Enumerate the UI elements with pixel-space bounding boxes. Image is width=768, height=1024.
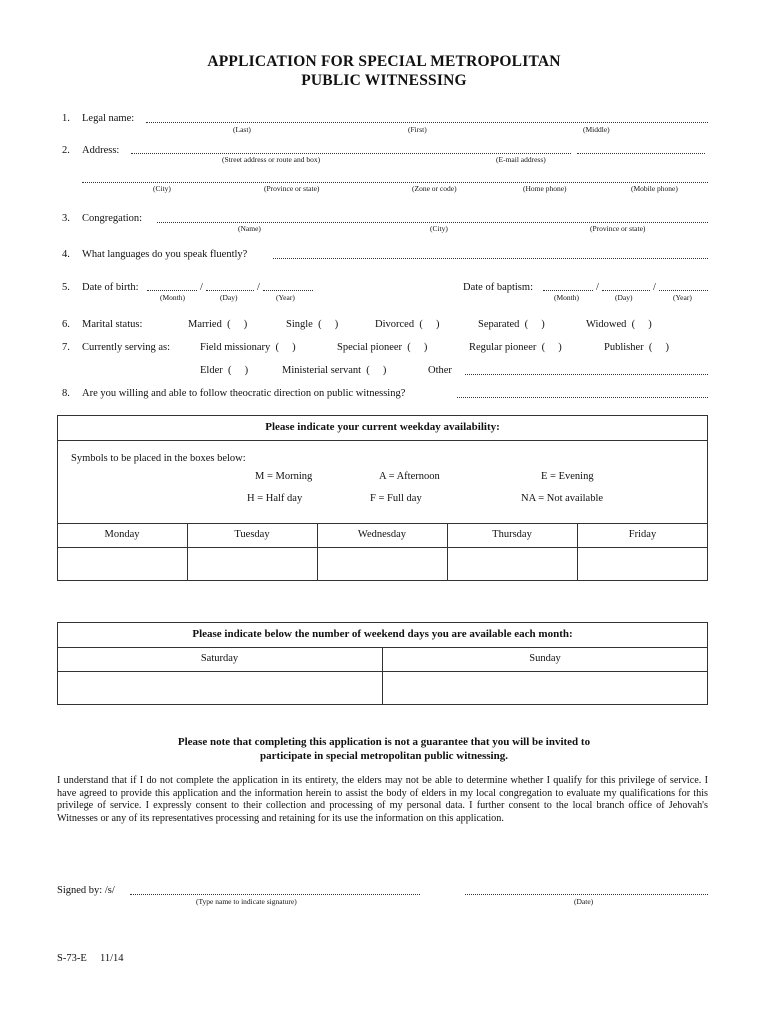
- symbol-not-available: NA = Not available: [521, 493, 604, 504]
- q3-number: 3.: [62, 213, 70, 224]
- legal-name-label: Legal name:: [82, 113, 135, 124]
- birth-day-field[interactable]: [206, 290, 254, 291]
- theocratic-direction-label: Are you willing and able to follow theocratic direction on public witnessing?: [82, 388, 406, 399]
- languages-field[interactable]: [273, 258, 708, 259]
- birth-month-field[interactable]: [147, 290, 197, 291]
- birth-year-field[interactable]: [263, 290, 313, 291]
- q1-number: 1.: [62, 113, 70, 124]
- weekday-header-wednesday: Wednesday: [357, 529, 407, 540]
- languages-label: What languages do you speak fluently?: [82, 249, 248, 260]
- q7-number: 7.: [62, 342, 70, 353]
- city-phone-line-field[interactable]: [82, 182, 708, 183]
- baptism-year-caption: (Year): [673, 293, 692, 302]
- address-label: Address:: [82, 145, 120, 156]
- birth-month-caption: (Month): [160, 293, 185, 302]
- baptism-day-field[interactable]: [602, 290, 650, 291]
- marital-option-single[interactable]: Single ( ): [286, 319, 339, 330]
- congregation-field[interactable]: [157, 222, 708, 223]
- baptism-month-field[interactable]: [543, 290, 593, 291]
- marital-option-widowed[interactable]: Widowed ( ): [586, 319, 652, 330]
- symbol-half-day: H = Half day: [247, 493, 303, 504]
- marital-option-divorced[interactable]: Divorced ( ): [375, 319, 440, 330]
- birth-slash-2: /: [257, 282, 260, 293]
- guarantee-note-line2: participate in special metropolitan public witnessing.: [260, 750, 508, 762]
- form-code: S-73-E: [57, 953, 87, 964]
- email-caption: (E-mail address): [496, 155, 546, 164]
- legal-name-middle-caption: (Middle): [583, 125, 610, 134]
- serving-as-label: Currently serving as:: [82, 342, 171, 353]
- baptism-day-caption: (Day): [615, 293, 633, 302]
- q2-number: 2.: [62, 145, 70, 156]
- baptism-slash-2: /: [653, 282, 656, 293]
- baptism-slash-1: /: [596, 282, 599, 293]
- date-of-baptism-label: Date of baptism:: [463, 282, 533, 293]
- saturday-input-cell[interactable]: [58, 672, 381, 704]
- birth-year-caption: (Year): [276, 293, 295, 302]
- weekday-table-top-line: [57, 523, 708, 524]
- province-caption: (Province or state): [264, 184, 320, 193]
- serving-option-elder[interactable]: Elder ( ): [200, 365, 249, 376]
- signed-by-label: Signed by: /s/: [57, 885, 115, 896]
- congregation-province-caption: (Province or state): [590, 224, 646, 233]
- form-title-line2: PUBLIC WITNESSING: [301, 72, 467, 89]
- congregation-name-caption: (Name): [238, 224, 261, 233]
- serving-other-field[interactable]: [465, 374, 708, 375]
- form-revision-date: 11/14: [100, 953, 124, 964]
- marital-status-label: Marital status:: [82, 319, 143, 330]
- signature-field[interactable]: [130, 894, 420, 895]
- q6-number: 6.: [62, 319, 70, 330]
- birth-day-caption: (Day): [220, 293, 238, 302]
- marital-option-separated[interactable]: Separated ( ): [478, 319, 545, 330]
- theocratic-direction-field[interactable]: [457, 397, 708, 398]
- date-of-birth-label: Date of birth:: [82, 282, 139, 293]
- weekday-heading: Please indicate your current weekday availability:: [265, 421, 500, 433]
- serving-option-publisher[interactable]: Publisher ( ): [604, 342, 670, 353]
- consent-paragraph: I understand that if I do not complete the application in its entirety, the elders may not be able to determine whether I qualify for this privilege of service. I have agreed to provide this application and the information herein to assist the body of elders in my local congregation to evaluate my qualifications for this privilege of service. I expressly consent to their collection and processing of my personal data. I further consent to the local branch office of Jehovah's Witnesses or any of its representatives processing and retaining for its use the information on this application.: [57, 775, 708, 824]
- symbol-morning: M = Morning: [255, 471, 313, 482]
- q5-number: 5.: [62, 282, 70, 293]
- legal-name-last-caption: (Last): [233, 125, 251, 134]
- friday-input-cell[interactable]: [578, 548, 706, 580]
- email-field[interactable]: [577, 153, 705, 154]
- home-phone-caption: (Home phone): [523, 184, 567, 193]
- street-address-caption: (Street address or route and box): [222, 155, 321, 164]
- zone-caption: (Zone or code): [412, 184, 457, 193]
- city-caption: (City): [153, 184, 171, 193]
- q8-number: 8.: [62, 388, 70, 399]
- thursday-input-cell[interactable]: [448, 548, 576, 580]
- baptism-year-field[interactable]: [659, 290, 708, 291]
- street-address-field[interactable]: [131, 153, 571, 154]
- symbols-label: Symbols to be placed in the boxes below:: [71, 453, 246, 464]
- wednesday-input-cell[interactable]: [318, 548, 446, 580]
- serving-option-regular-pioneer[interactable]: Regular pioneer ( ): [469, 342, 562, 353]
- congregation-label: Congregation:: [82, 213, 143, 224]
- marital-option-married[interactable]: Married ( ): [188, 319, 248, 330]
- weekend-header-saturday: Saturday: [200, 653, 239, 664]
- congregation-city-caption: (City): [430, 224, 448, 233]
- weekday-header-friday: Friday: [628, 529, 657, 540]
- weekday-header-tuesday: Tuesday: [234, 529, 270, 540]
- weekday-header-thursday: Thursday: [492, 529, 532, 540]
- baptism-month-caption: (Month): [554, 293, 579, 302]
- weekend-header-sunday: Sunday: [529, 653, 561, 664]
- signature-caption: (Type name to indicate signature): [196, 897, 297, 906]
- serving-option-special-pioneer[interactable]: Special pioneer ( ): [337, 342, 428, 353]
- sunday-input-cell[interactable]: [383, 672, 707, 704]
- form-title-line1: APPLICATION FOR SPECIAL METROPOLITAN: [207, 53, 561, 70]
- tuesday-input-cell[interactable]: [188, 548, 316, 580]
- q4-number: 4.: [62, 249, 70, 260]
- guarantee-note-line1: Please note that completing this application is not a guarantee that you will be invited to: [177, 736, 591, 748]
- symbol-afternoon: A = Afternoon: [379, 471, 440, 482]
- weekend-heading: Please indicate below the number of weekend days you are available each month:: [192, 628, 573, 640]
- weekday-header-monday: Monday: [104, 529, 140, 540]
- birth-slash-1: /: [200, 282, 203, 293]
- serving-other-label: Other: [428, 365, 452, 376]
- mobile-phone-caption: (Mobile phone): [631, 184, 678, 193]
- legal-name-first-caption: (First): [408, 125, 427, 134]
- serving-option-ministerial-servant[interactable]: Ministerial servant ( ): [282, 365, 387, 376]
- weekday-heading-divider: [57, 440, 708, 441]
- symbol-evening: E = Evening: [541, 471, 594, 482]
- signature-date-caption: (Date): [574, 897, 594, 906]
- symbol-full-day: F = Full day: [370, 493, 422, 504]
- monday-input-cell[interactable]: [58, 548, 186, 580]
- serving-option-field-missionary[interactable]: Field missionary ( ): [200, 342, 296, 353]
- legal-name-field[interactable]: [146, 122, 708, 123]
- signature-date-field[interactable]: [465, 894, 708, 895]
